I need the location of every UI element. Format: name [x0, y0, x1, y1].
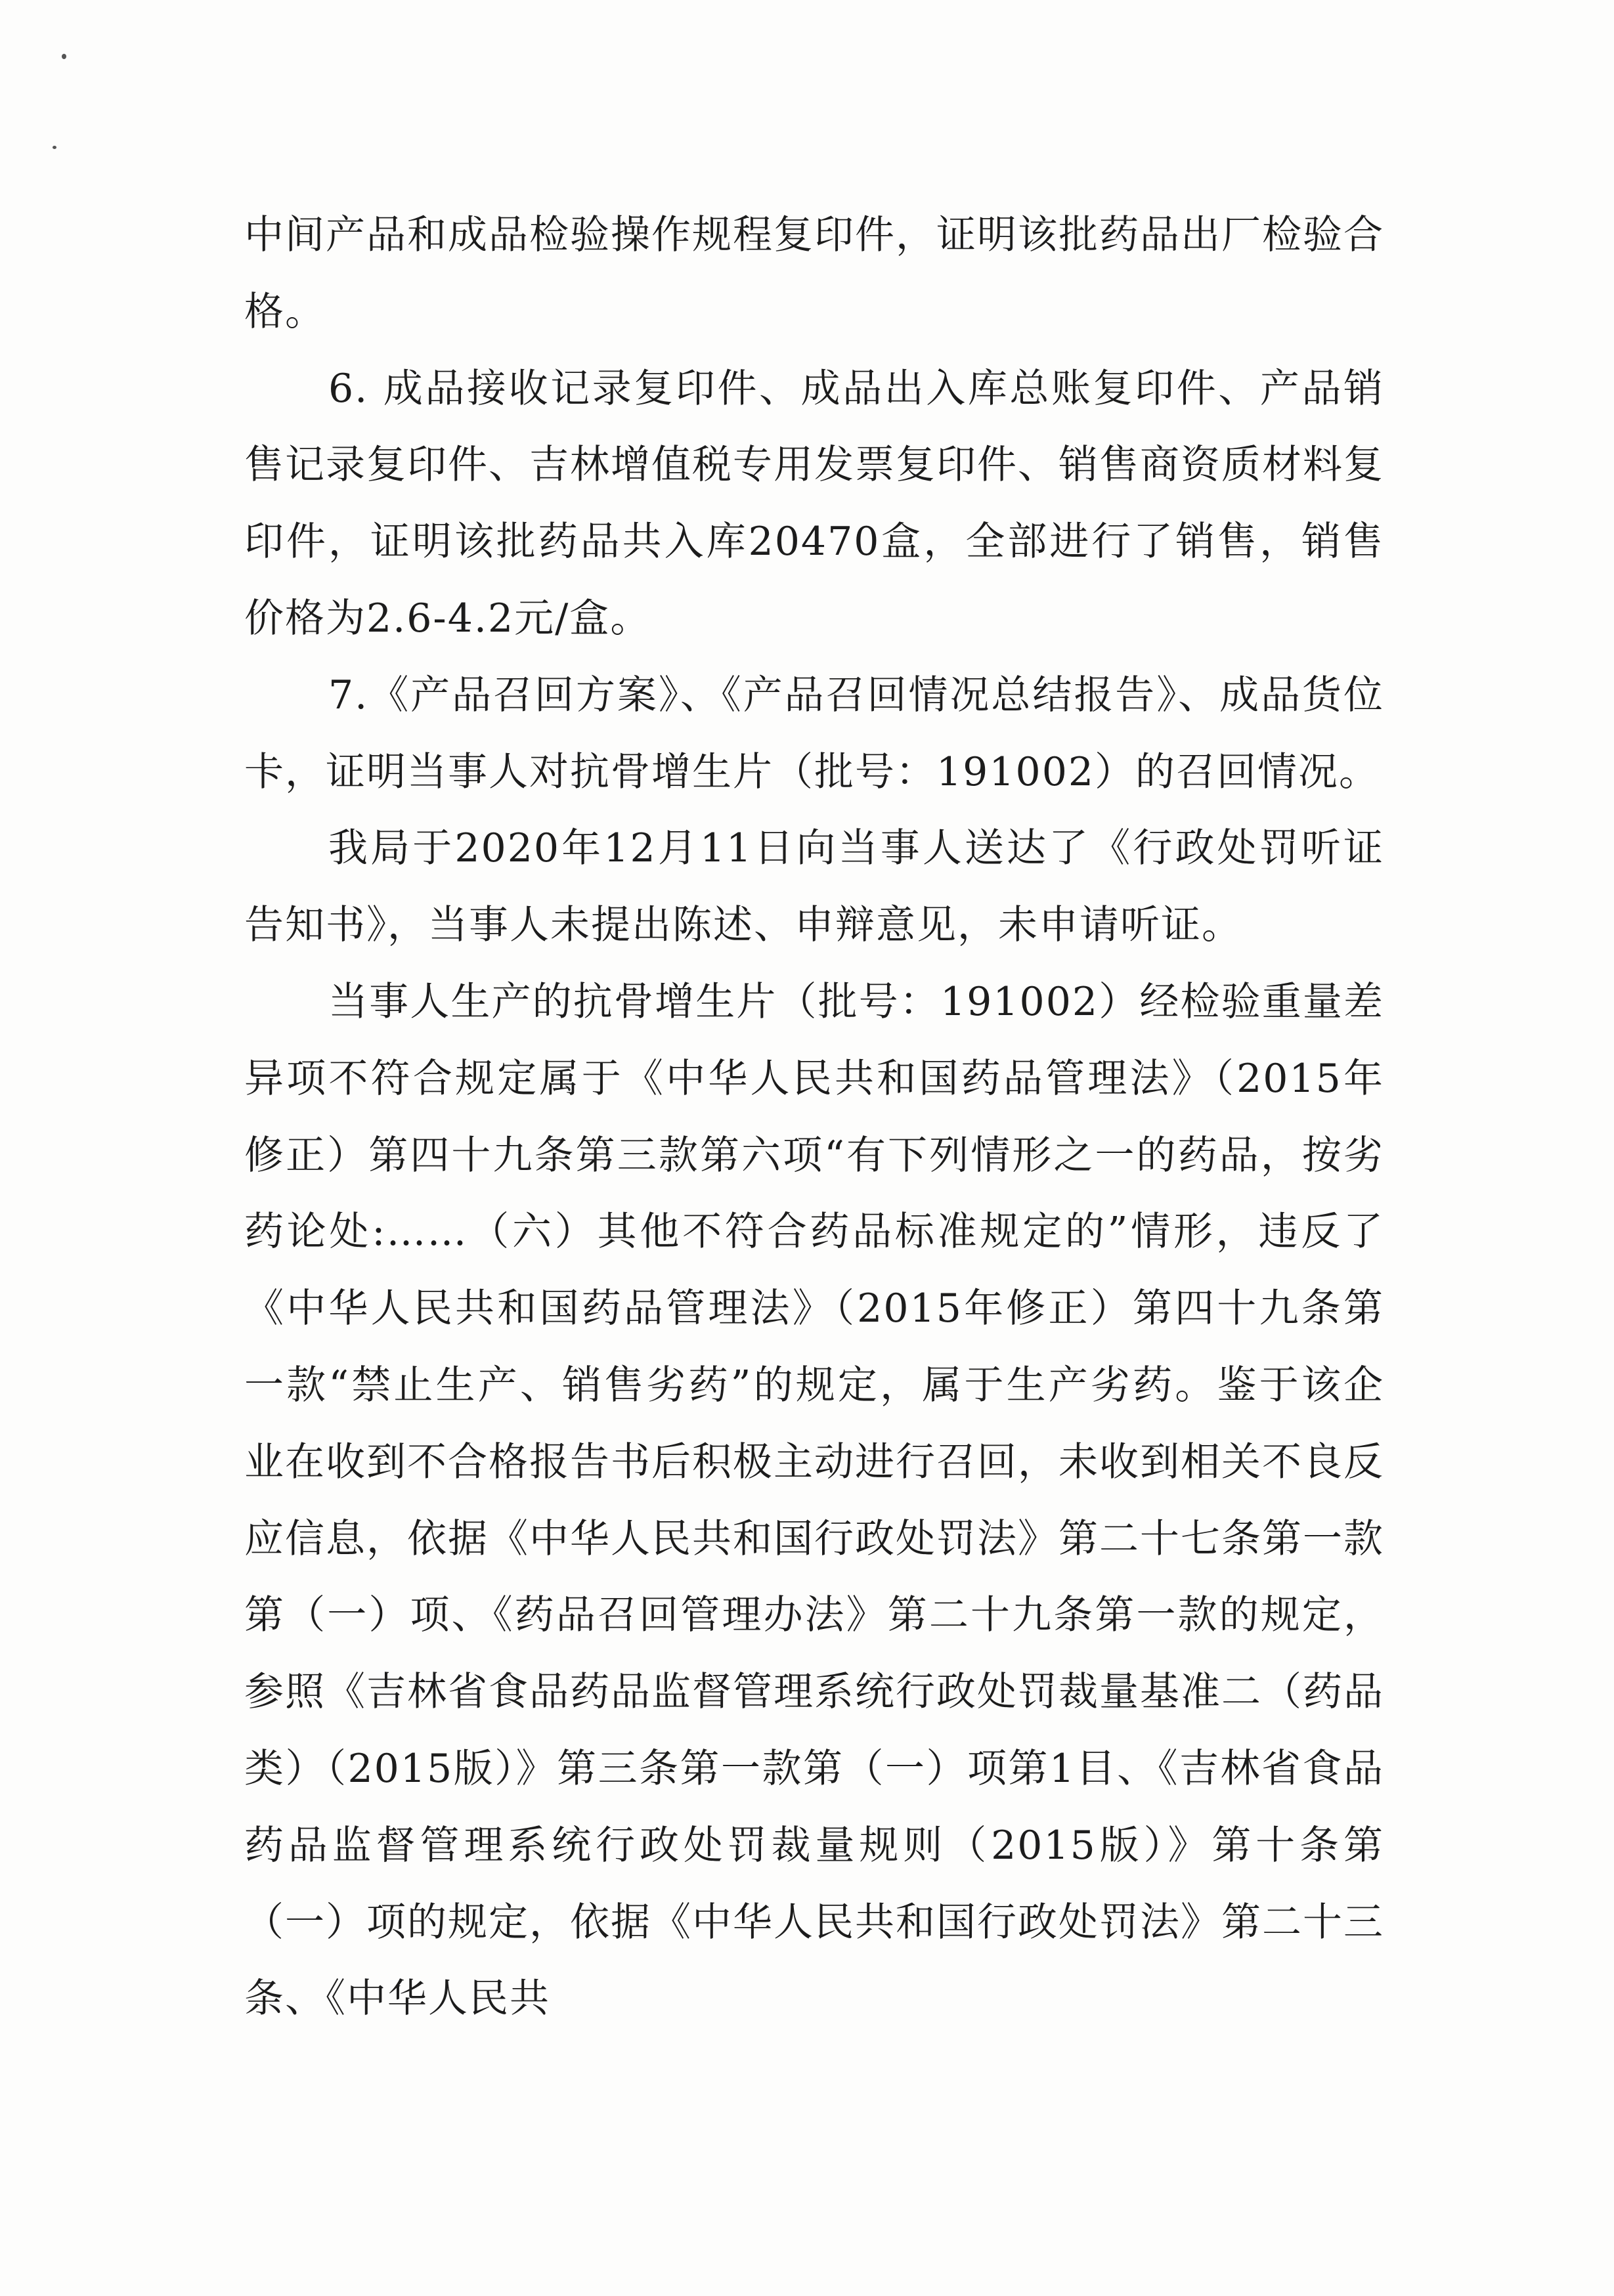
paragraph-legal-basis: 当事人生产的抗骨增生片（批号：191002）经检验重量差异项不符合规定属于《中华人民共和国药品管理法》（2015年修正）第四十九条第三款第六项“有下列情形之一的药品，按劣药论处:……（六）其他不符合药品标准规定的”情形，违反了《中华人民共和国药品管理法》（2015年修正）第四十九条第一款“禁止生产、销售劣药”的规定，属于生产劣药。鉴于该企业在收到不合格报告书后积极主动进行召回，未收到相关不良反应信息，依据《中华人民共和国行政处罚法》第二十七条第一款第（一）项、《药品召回管理办法》第二十九条第一款的规定，参照《吉林省食品药品监督管理系统行政处罚裁量基准二（药品类）（2015版）》第三条第一款第（一）项第1目、《吉林省食品药品监督管理系统行政处罚裁量规则（2015版）》第十条第（一）项的规定，依据《中华人民共和国行政处罚法》第二十三条、《中华人民共 — [244, 978, 1384, 2022]
paragraph-continuation: 中间产品和成品检验操作规程复印件，证明该批药品出厂检验合格。 — [244, 212, 1384, 335]
paragraph-hearing-notice: 我局于2020年12月11日向当事人送达了《行政处罚听证告知书》，当事人未提出陈述、申辩意见，未申请听证。 — [244, 825, 1384, 949]
document-body — [244, 197, 1384, 2037]
scan-speck — [53, 146, 56, 149]
paragraph-item-7: 7.《产品召回方案》、《产品召回情况总结报告》、成品货位卡，证明当事人对抗骨增生片（批号：191002）的召回情况。 — [244, 672, 1384, 795]
scan-speck — [62, 54, 66, 59]
paragraph-item-6: 6. 成品接收记录复印件、成品出入库总账复印件、产品销售记录复印件、吉林增值税专用发票复印件、销售商资质材料复印件，证明该批药品共入库20470盒，全部进行了销售，销售价格为2.6-4.2元/盒。 — [244, 365, 1384, 641]
